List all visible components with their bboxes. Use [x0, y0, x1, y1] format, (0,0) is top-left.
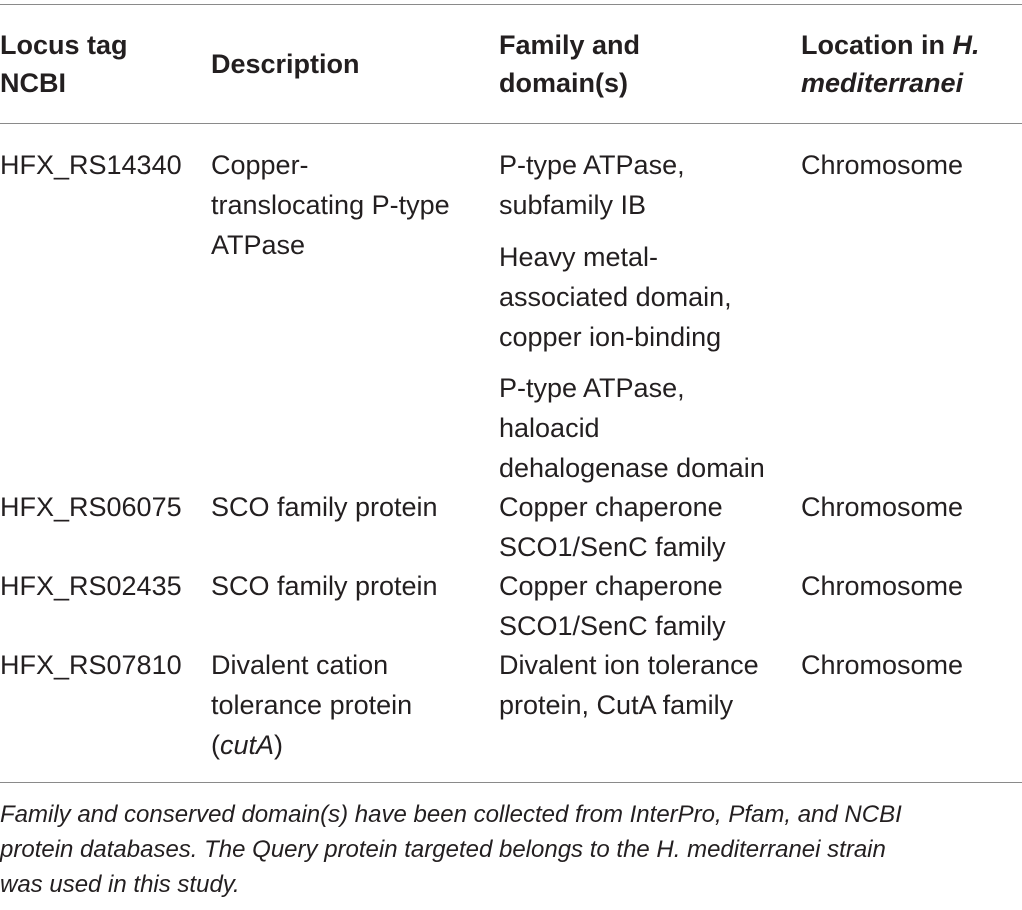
row-4-description-gene — [211, 725, 412, 765]
row-4-family — [499, 645, 759, 725]
footnote-line: was used in this study. — [0, 871, 240, 898]
family-line: subfamily IB — [499, 190, 647, 220]
header-family-domains — [499, 26, 640, 102]
row-1-description-line: translocating P-type — [211, 190, 450, 220]
row-4-locus: HFX_RS07810 — [0, 650, 182, 680]
header-location-prefix: Location in — [801, 30, 953, 60]
gene-name: cutA — [220, 730, 275, 760]
footnote-line: Family and conserved domain(s) have been collected from InterPro, Pfam, and NCBI — [0, 801, 902, 828]
family-line: P-type ATPase, — [499, 373, 685, 403]
row-1-location: Chromosome — [801, 150, 964, 180]
row-1-description-line: ATPase — [211, 230, 306, 260]
row-2-family — [499, 487, 726, 567]
row-3-description: SCO family protein — [211, 571, 438, 601]
family-line: P-type ATPase, — [499, 150, 685, 180]
header-location-species: mediterranei — [801, 68, 964, 98]
family-line: protein, CutA family — [499, 690, 734, 720]
row-2-location: Chromosome — [801, 492, 964, 522]
row-1-description-line: Copper- — [211, 150, 309, 180]
row-1-family-3 — [499, 368, 765, 488]
row-3-locus: HFX_RS02435 — [0, 571, 182, 601]
header-locus-tag — [0, 26, 128, 102]
family-line: Copper chaperone — [499, 492, 723, 522]
row-1-family-2 — [499, 237, 732, 357]
header-family-line: Family and — [499, 30, 641, 60]
gene-paren-open: ( — [211, 730, 220, 760]
row-2-description: SCO family protein — [211, 492, 438, 522]
row-4-description-line: Divalent cation — [211, 650, 389, 680]
row-1-locus: HFX_RS14340 — [0, 150, 182, 180]
family-line: SCO1/SenC family — [499, 611, 726, 641]
family-line: Divalent ion tolerance — [499, 650, 759, 680]
row-3-location: Chromosome — [801, 571, 964, 601]
header-location-genus: H. — [952, 30, 980, 60]
header-location — [801, 26, 980, 102]
family-line: haloacid — [499, 413, 600, 443]
header-family-line: domain(s) — [499, 68, 629, 98]
row-4-description-line: tolerance protein — [211, 690, 413, 720]
header-locus-tag-line: NCBI — [0, 68, 66, 98]
row-1-description — [211, 145, 450, 265]
family-line: associated domain, — [499, 282, 732, 312]
header-location-line1 — [801, 26, 980, 64]
header-location-line2 — [801, 64, 980, 102]
header-locus-tag-line: Locus tag — [0, 30, 128, 60]
row-4-location: Chromosome — [801, 650, 964, 680]
family-line: dehalogenase domain — [499, 453, 765, 483]
row-1-family-1 — [499, 145, 685, 225]
family-line: SCO1/SenC family — [499, 532, 726, 562]
gene-paren-close: ) — [274, 730, 284, 760]
table-footnote — [0, 797, 1015, 902]
row-3-family — [499, 566, 726, 646]
table-top-rule — [0, 4, 1022, 5]
family-line: Copper chaperone — [499, 571, 723, 601]
header-description: Description — [211, 49, 360, 79]
footnote-line: protein databases. The Query protein targeted belongs to the H. mediterranei strain — [0, 836, 886, 863]
row-4-description — [211, 645, 412, 765]
family-line: Heavy metal- — [499, 242, 659, 272]
row-2-locus: HFX_RS06075 — [0, 492, 182, 522]
header-rule — [0, 123, 1022, 124]
family-line: copper ion-binding — [499, 322, 722, 352]
table-bottom-rule — [0, 782, 1022, 783]
